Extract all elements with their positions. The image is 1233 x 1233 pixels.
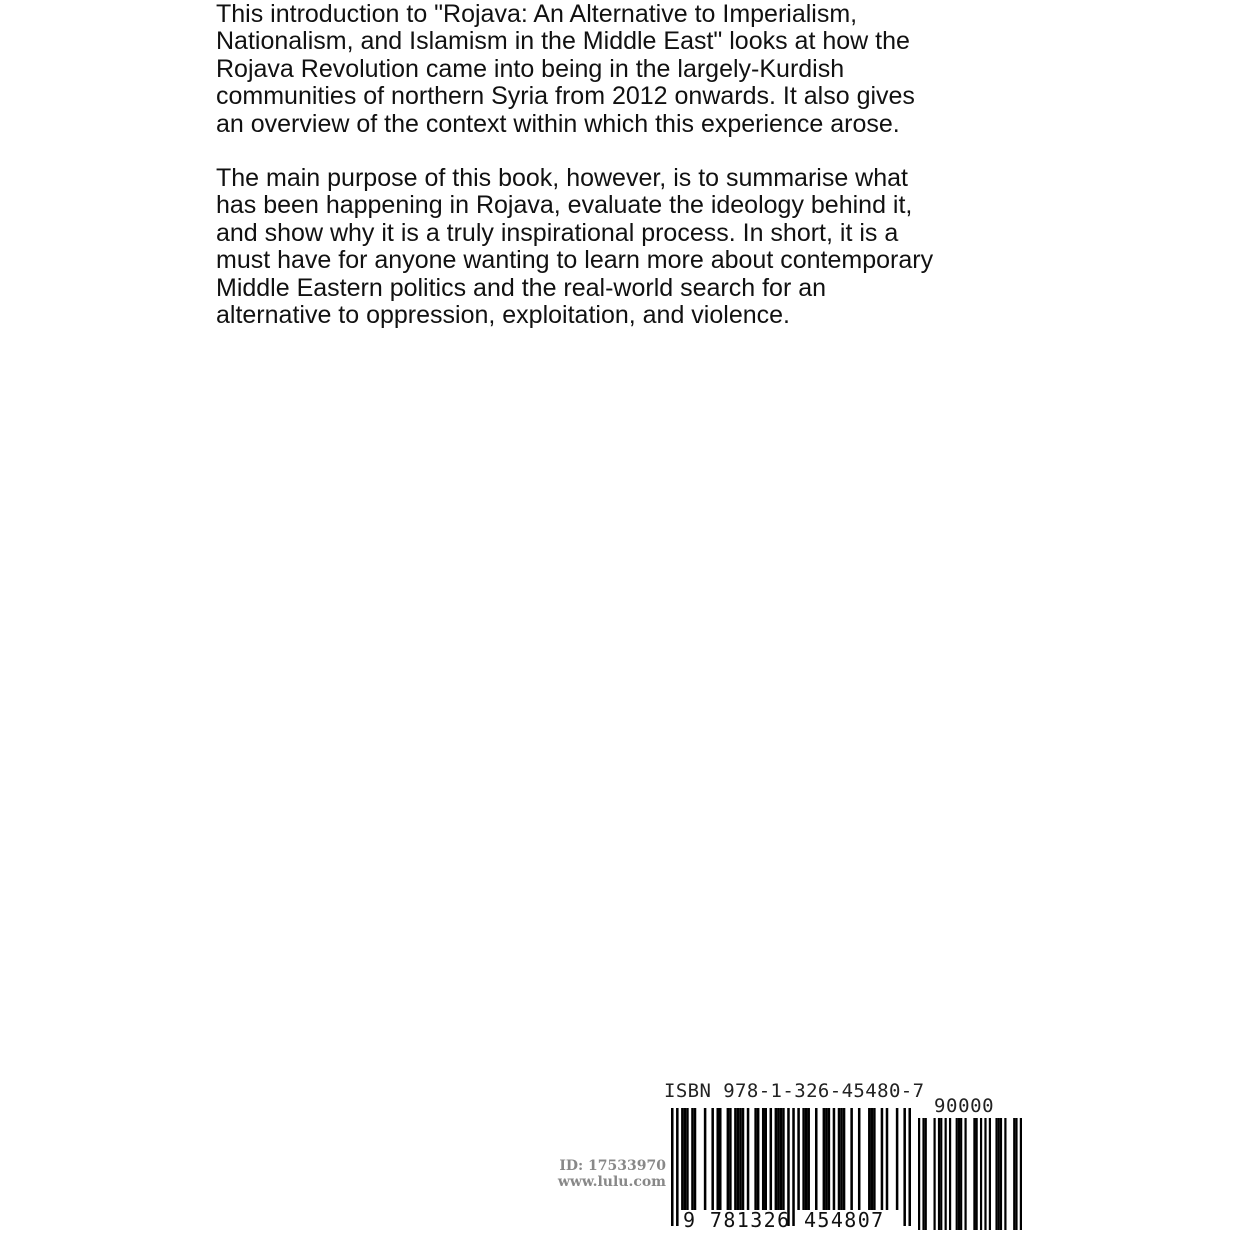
barcode-bar (764, 1108, 767, 1210)
barcode-bar (833, 1108, 836, 1210)
barcode-bar (676, 1108, 679, 1226)
barcode-bar (956, 1118, 958, 1230)
barcode-human-readable: 9 781326 454807 (683, 1208, 885, 1232)
addon-barcode (918, 1118, 1022, 1230)
barcode-bar (896, 1108, 899, 1210)
barcode-bar (782, 1108, 785, 1210)
barcode-bar (976, 1118, 978, 1230)
back-cover-blurb (216, 1, 1016, 329)
blurb-line: has been happening in Rojava, evaluate the ideology behind it, (216, 191, 913, 220)
barcode-bar (729, 1108, 732, 1210)
barcode-addon-code: 90000 (934, 1095, 995, 1117)
barcode-bar (918, 1118, 920, 1230)
barcode-bar (958, 1118, 960, 1230)
blurb-line: Middle Eastern politics and the real-world search for an (216, 273, 827, 302)
barcode-bar (938, 1118, 940, 1230)
barcode-bar (777, 1108, 780, 1210)
barcode-bar (1004, 1118, 1006, 1230)
barcode-bar (802, 1108, 805, 1210)
barcode-bar (815, 1108, 818, 1210)
barcode-bar (823, 1108, 826, 1210)
barcode-bar (995, 1118, 997, 1230)
blurb-line: and show why it is a truly inspirational process. In short, it is a (216, 218, 899, 247)
barcode-bar (980, 1118, 982, 1230)
barcode-bar (770, 1108, 773, 1210)
barcode-bar (691, 1108, 694, 1210)
barcode-bar (671, 1108, 674, 1226)
barcode-bar (843, 1108, 846, 1210)
publisher-url: www.lulu.com (557, 1174, 666, 1190)
barcode-bar (922, 1118, 924, 1230)
barcode-bar (973, 1118, 975, 1230)
barcode-bar (734, 1108, 737, 1210)
barcode-bar (960, 1118, 962, 1230)
barcode-bar (1015, 1118, 1017, 1230)
barcode-bar (754, 1108, 757, 1210)
barcode-bar (868, 1108, 871, 1210)
barcode-bar (747, 1108, 750, 1210)
barcode-bar (940, 1118, 942, 1230)
blurb-line: Rojava Revolution came into being in the largely-Kurdish (216, 54, 845, 83)
blurb-line: an overview of the context within which this experience arose. (216, 109, 900, 138)
barcode-bar (739, 1108, 742, 1210)
barcode-bar (684, 1108, 687, 1210)
isbn-label: ISBN 978-1-326-45480-7 (664, 1080, 925, 1102)
barcode-bar (686, 1108, 689, 1210)
barcode-bar (828, 1108, 831, 1210)
barcode-bar (1020, 1118, 1022, 1230)
barcode-bar (737, 1108, 740, 1210)
barcode-bar (933, 1118, 935, 1230)
barcode-bar (840, 1108, 843, 1210)
barcode-bar (903, 1108, 906, 1226)
blurb-line: alternative to oppression, exploitation, and violence. (216, 301, 790, 330)
barcode-bar (838, 1108, 841, 1210)
barcode-bar (780, 1108, 783, 1210)
barcode-bar (989, 1118, 991, 1230)
barcode-bar (873, 1108, 876, 1210)
barcode-bar (945, 1118, 947, 1230)
barcode-bar (984, 1118, 986, 1230)
barcode-bar (998, 1118, 1000, 1230)
barcode-bar (757, 1108, 760, 1210)
barcode-bar (881, 1108, 884, 1210)
barcode-bar (805, 1108, 808, 1210)
barcode-bar (850, 1108, 853, 1210)
barcode-bar (694, 1108, 697, 1210)
barcode-bar (775, 1108, 778, 1210)
blurb-paragraph-2 (216, 165, 1016, 329)
barcode-bar (925, 1118, 927, 1230)
barcode-bar (762, 1108, 765, 1210)
blurb-line: The main purpose of this book, however, is to summarise what (216, 164, 908, 193)
barcode-bar (886, 1108, 889, 1210)
barcode-bar (704, 1108, 707, 1210)
barcode-bar (871, 1108, 874, 1210)
blurb-line: communities of northern Syria from 2012 onwards. It also gives (216, 82, 915, 111)
barcode-bar (727, 1108, 730, 1210)
barcode-bar (964, 1118, 966, 1230)
barcode-bar (719, 1108, 722, 1210)
barcode-bar (807, 1108, 810, 1210)
blurb-line: must have for anyone wanting to learn more about contemporary (216, 246, 934, 275)
barcode-bar (1000, 1118, 1002, 1230)
blurb-line: This introduction to "Rojava: An Alternative to Imperialism, (216, 0, 858, 28)
barcode-bar (711, 1108, 714, 1210)
barcode-bar (1013, 1118, 1015, 1230)
blurb-paragraph-1 (216, 1, 1016, 138)
publisher-id-block (510, 1158, 666, 1190)
barcode-bar (858, 1108, 861, 1210)
barcode-bar (825, 1108, 828, 1210)
publisher-id: ID: 17533970 (559, 1158, 666, 1174)
barcode-bar (681, 1108, 684, 1210)
barcode-bar (949, 1118, 951, 1230)
barcode-bar (716, 1108, 719, 1210)
barcode-bar (742, 1108, 745, 1210)
barcode-bar (908, 1108, 911, 1226)
blurb-line: Nationalism, and Islamism in the Middle East" looks at how the (216, 27, 910, 56)
barcode-bar (797, 1108, 800, 1210)
